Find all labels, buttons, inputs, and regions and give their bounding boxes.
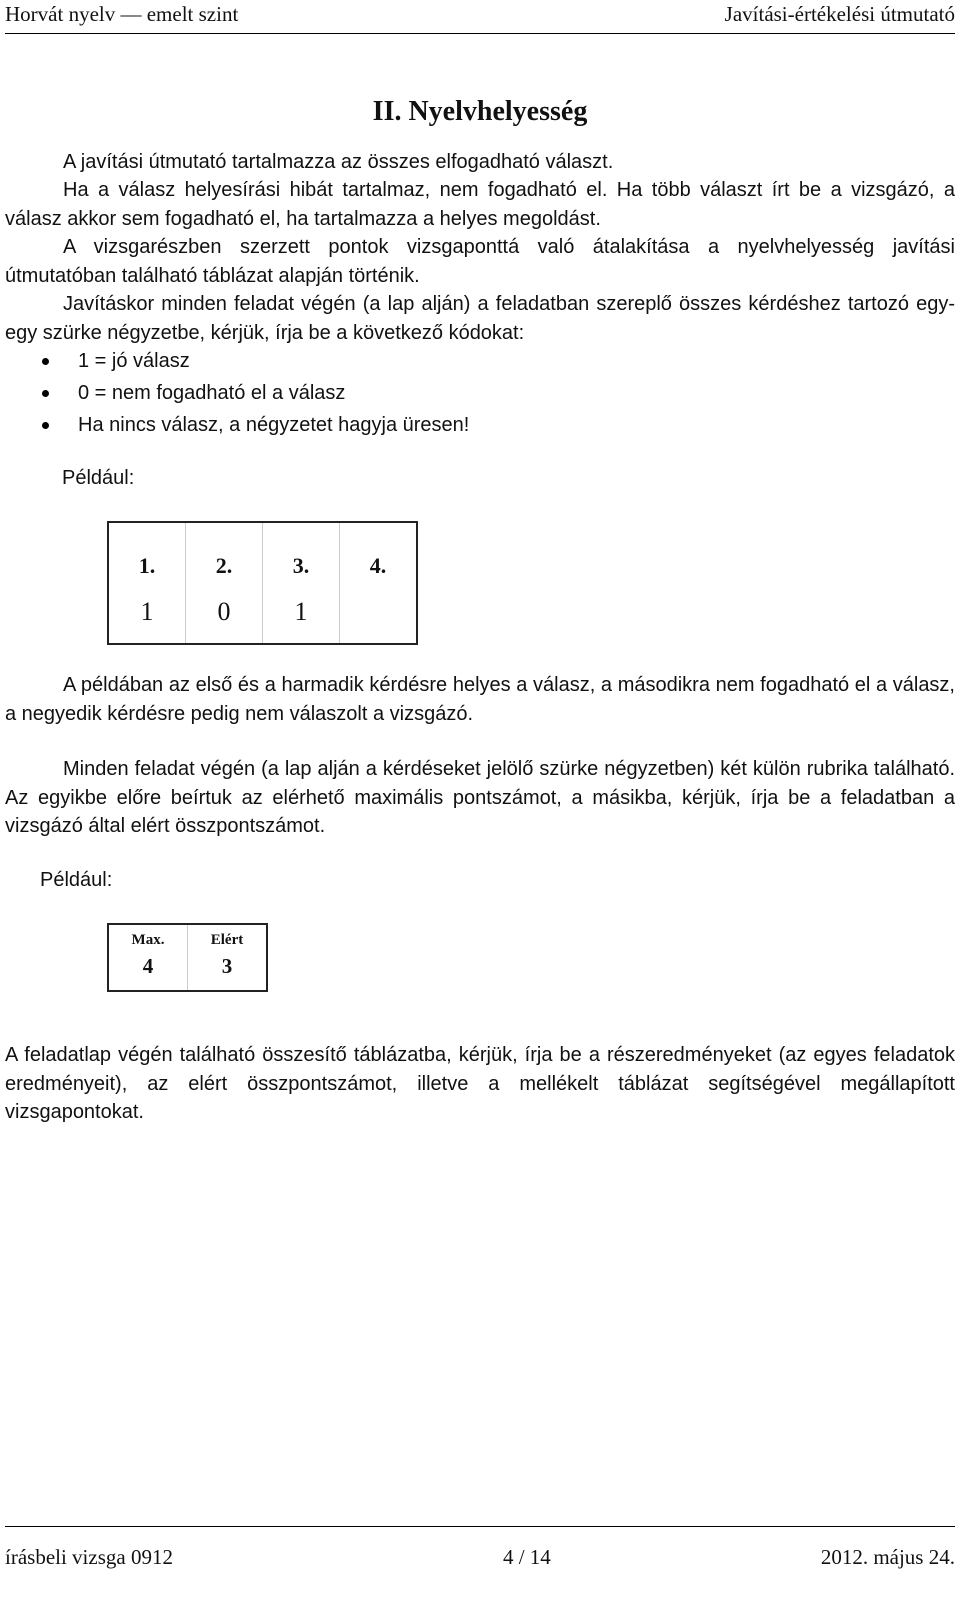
paragraph-example-explanation: A példában az első és a harmadik kérdésre helyes a válasz, a másodikra nem fogadható el a válasz, a negyedik kérdésre pedig nem válaszolt a vizsgázó.: [5, 674, 955, 725]
question-number: 3.: [263, 522, 340, 581]
paragraph-accepted-answers: A javítási útmutató tartalmazza az összes elfogadható választ.: [63, 151, 614, 173]
footer-divider: [5, 1526, 955, 1527]
footer-date: 2012. május 24.: [820, 1545, 955, 1569]
example-label-1: Például:: [62, 467, 135, 489]
code-item-correct: 1 = jó válasz: [42, 345, 469, 377]
paragraph-coding-instructions: Javításkor minden feladat végén (a lap alján) a feladatban szereplő összes kérdéshez tartozó egy-egy szürke négyzetbe, kérjük, írja be a következő kódokat:: [5, 293, 955, 344]
max-score-cell: [108, 924, 188, 991]
example-score-box: [107, 923, 268, 992]
answer-code: 1: [263, 581, 340, 644]
question-number: 4.: [340, 522, 418, 581]
answer-code: 0: [186, 581, 263, 644]
max-score-label: Max.: [131, 932, 165, 948]
answer-code: 1: [140, 597, 154, 626]
example-answer-grid: [107, 521, 418, 645]
paragraph-spelling-rule: Ha a válasz helyesírási hibát tartalmaz, nem fogadható el. Ha több választ írt be a vizsgázó, a válasz akkor sem fogadható el, ha tartalmazza a helyes megoldást.: [5, 179, 955, 230]
code-item-incorrect: 0 = nem fogadható el a válasz: [42, 377, 469, 409]
code-list: [42, 345, 469, 441]
achieved-score-value: 3: [221, 954, 233, 978]
max-score-value: 4: [142, 954, 154, 978]
section-title: II. Nyelvhelyesség: [372, 96, 588, 127]
header-subject: Horvát nyelv — emelt szint: [5, 2, 239, 26]
page-footer: [5, 1543, 955, 1571]
answer-code: [340, 581, 418, 644]
footer-exam-code: írásbeli vizsga 0912: [5, 1545, 173, 1569]
paragraph-conversion: A vizsgarészben szerzett pontok vizsgaponttá való átalakítása a nyelvhelyesség javítási útmutatóban található táblázat alapján történik.: [5, 236, 955, 287]
question-number: 1.: [138, 553, 156, 578]
achieved-score-label: Elért: [210, 932, 244, 948]
example-label-2: Például:: [40, 869, 113, 891]
header-divider: [5, 33, 955, 34]
paragraph-score-boxes: Minden feladat végén (a lap alján a kérdéseket jelölő szürke négyzetben) két külön rubrika található. Az egyikbe előre beírtuk az elérhető maximális pontszámot, a másikba, kérjük, írja be a feladatban a vizsgázó által elért összpontszámot.: [5, 758, 955, 837]
header-doc-type: Javítási-értékelési útmutató: [724, 2, 955, 26]
achieved-score-cell: [188, 924, 268, 991]
page-header: [5, 0, 955, 32]
question-number: 2.: [186, 522, 263, 581]
code-item-empty: Ha nincs válasz, a négyzetet hagyja üresen!: [42, 409, 469, 441]
paragraph-summary-table: A feladatlap végén található összesítő táblázatba, kérjük, írja be a részeredményeket (az egyes feladatok eredményeit), az elért összpontszámot, illetve a mellékelt táblázat segítségével megállapított vizsgapontokat.: [5, 1044, 955, 1123]
footer-page-number: 4 / 14: [502, 1545, 551, 1569]
